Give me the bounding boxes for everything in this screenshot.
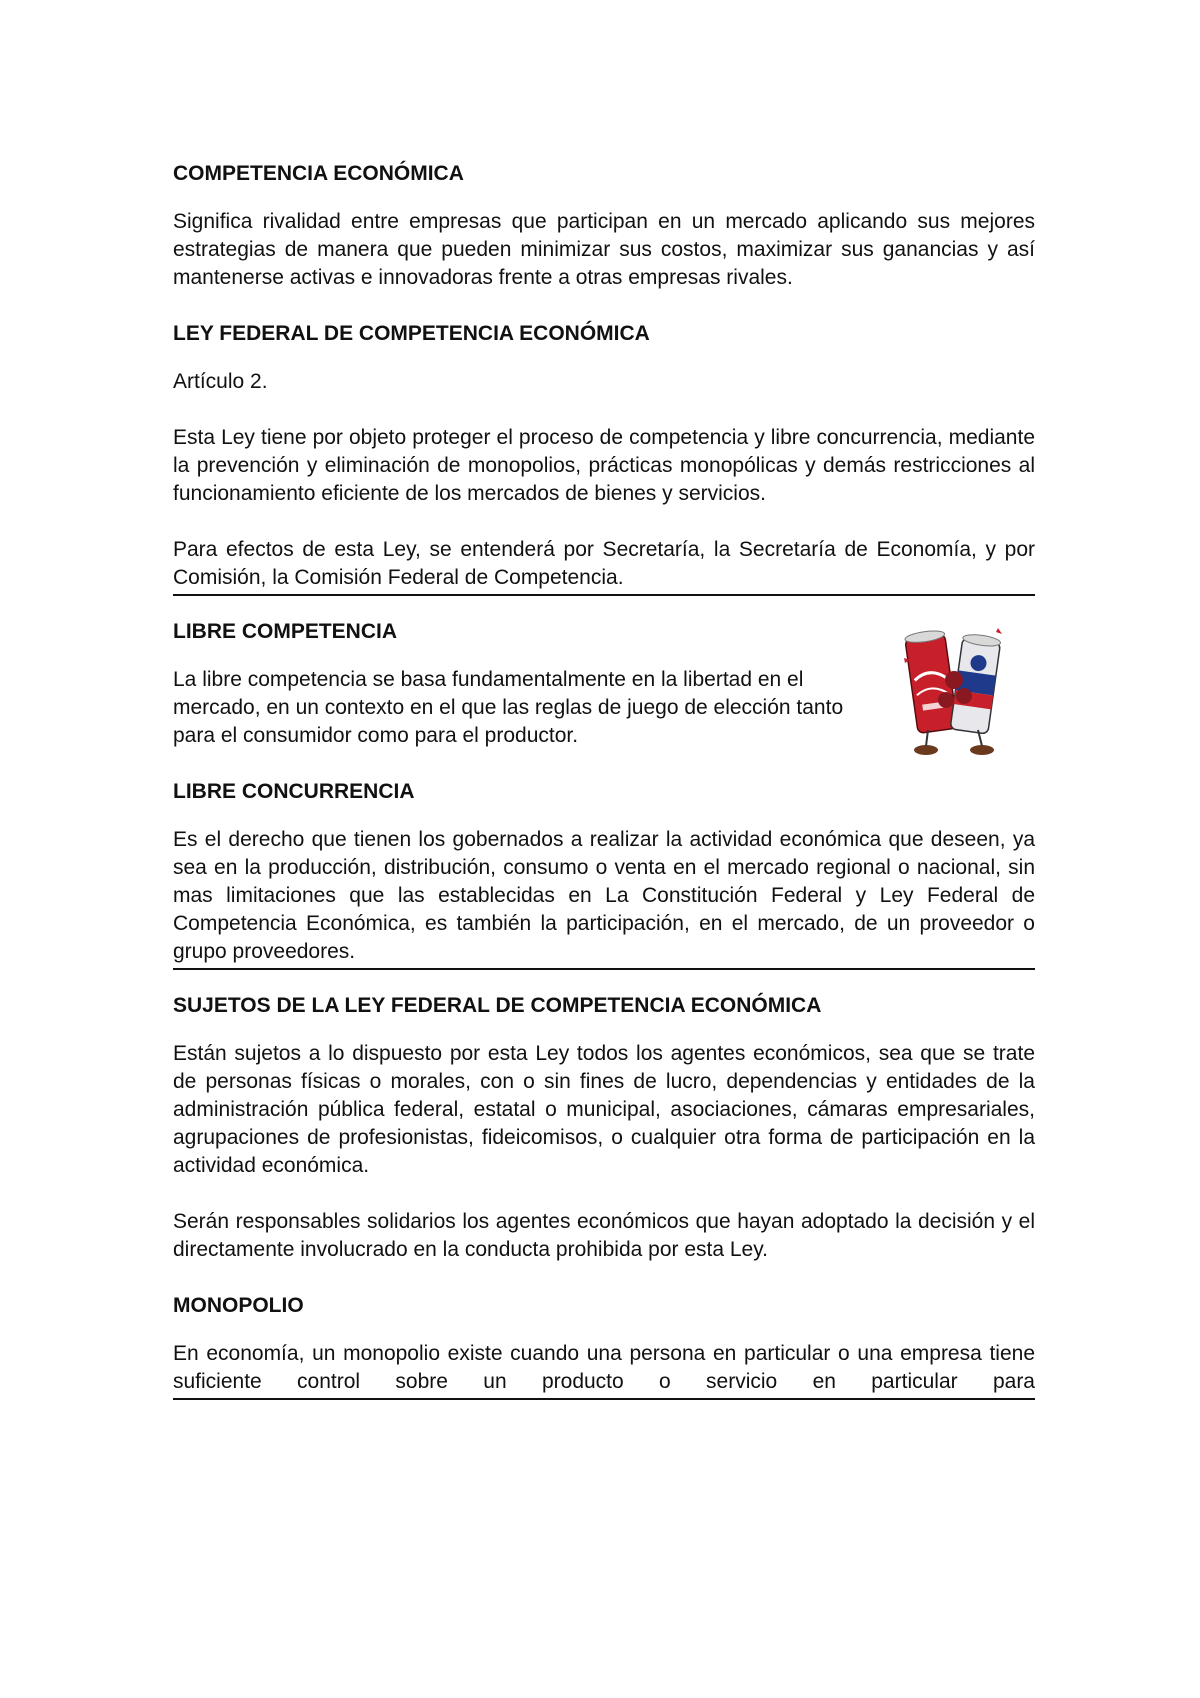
heading-sujetos: SUJETOS DE LA LEY FEDERAL DE COMPETENCIA ECONÓMICA: [173, 994, 822, 1017]
paragraph-responsables: Serán responsables solidarios los agentes económicos que hayan adoptado la decisión y el directamente involucrado en la conducta prohibida por esta Ley.: [173, 1210, 1035, 1261]
soda-cans-illustration-icon: [898, 618, 1008, 768]
libre-competencia-section: [173, 618, 1035, 750]
section-divider: [173, 968, 1035, 970]
paragraph-ley-efectos: Para efectos de esta Ley, se entenderá por Secretaría, la Secretaría de Economía, y por Comisión, la Comisión Federal de Competencia.: [173, 538, 1035, 589]
paragraph-monopolio: En economía, un monopolio existe cuando una persona en particular o una empresa tiene suficiente control sobre un producto o servicio en particular para: [173, 1342, 1035, 1393]
heading-libre-concurrencia: LIBRE CONCURRENCIA: [173, 780, 415, 803]
paragraph-libre-concurrencia: Es el derecho que tienen los gobernados a realizar la actividad económica que deseen, ya sea en la producción, distribución, consumo o venta en el mercado regional o nacional, sin mas limitaciones que las establecidas en La Constitución Federal y Ley Federal de Competencia Económica, es también la participación, en el mercado, de un proveedor o grupo proveedores.: [173, 828, 1035, 963]
heading-competencia-economica: COMPETENCIA ECONÓMICA: [173, 162, 464, 185]
document-page: [173, 160, 1035, 1422]
paragraph-ley-objeto: Esta Ley tiene por objeto proteger el proceso de competencia y libre concurrencia, mediante la prevención y eliminación de monopolios, prácticas monopólicas y demás restricciones al funcionamiento eficiente de los mercados de bienes y servicios.: [173, 426, 1035, 505]
heading-libre-competencia: LIBRE COMPETENCIA: [173, 620, 398, 643]
heading-ley-federal: LEY FEDERAL DE COMPETENCIA ECONÓMICA: [173, 322, 650, 345]
paragraph-sujetos: Están sujetos a lo dispuesto por esta Ley todos los agentes económicos, sea que se trate de personas físicas o morales, con o sin fines de lucro, dependencias y entidades de la administración pública federal, estatal o municipal, asociaciones, cámaras empresariales, agrupaciones de profesionistas, fideicomisos, o cualquier otra forma de participación en la actividad económica.: [173, 1042, 1035, 1177]
heading-monopolio: MONOPOLIO: [173, 1294, 304, 1317]
section-divider: [173, 1398, 1035, 1400]
paragraph-competencia-definicion: Significa rivalidad entre empresas que participan en un mercado aplicando sus mejores estrategias de manera que pueden minimizar sus costos, maximizar sus ganancias y así mantenerse activas e innovadoras frente a otras empresas rivales.: [173, 210, 1035, 289]
paragraph-libre-competencia: La libre competencia se basa fundamentalmente en la libertad en el mercado, en un contexto en el que las reglas de juego de elección tanto para el consumidor como para el productor.: [173, 668, 844, 747]
paragraph-articulo: Artículo 2.: [173, 370, 268, 393]
section-divider: [173, 594, 1035, 596]
